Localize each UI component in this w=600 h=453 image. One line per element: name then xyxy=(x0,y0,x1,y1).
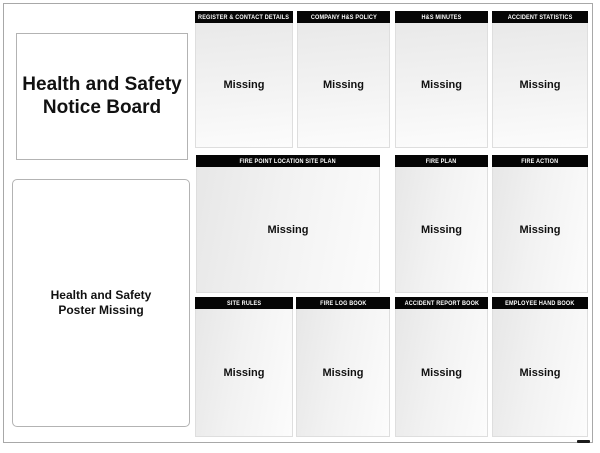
panel-title-bar xyxy=(195,11,293,23)
poster-slot xyxy=(195,309,293,437)
panel-accident-statistics xyxy=(492,11,588,148)
panel-title-bar xyxy=(195,297,293,309)
poster-slot xyxy=(395,309,488,437)
panel-title: FIRE ACTION xyxy=(521,157,559,165)
poster-slot xyxy=(297,23,390,148)
panel-title-bar xyxy=(395,155,488,167)
missing-label: Missing xyxy=(519,79,561,91)
panel-title: EMPLOYEE HAND BOOK xyxy=(505,299,575,307)
missing-label: Missing xyxy=(223,366,265,379)
missing-label: Missing xyxy=(519,366,561,379)
poster-slot xyxy=(196,167,380,293)
panel-title-bar xyxy=(196,155,380,167)
panel-title: REGISTER & CONTACT DETAILS xyxy=(198,13,290,21)
panel-hs-minutes xyxy=(395,11,488,148)
panel-title-bar xyxy=(395,297,488,309)
board-title xyxy=(22,74,181,119)
panel-title: H&S MINUTES xyxy=(421,13,462,21)
poster-slot xyxy=(492,309,588,437)
panel-fire-point-location-site-plan xyxy=(196,155,380,293)
missing-label: Missing xyxy=(267,223,309,236)
panel-title: COMPANY H&S POLICY xyxy=(310,13,377,21)
poster-slot xyxy=(395,167,488,293)
hs-poster-placeholder xyxy=(12,179,190,427)
poster-slot xyxy=(395,23,488,148)
poster-missing-label xyxy=(51,288,152,318)
panel-title: SITE RULES xyxy=(226,299,262,307)
panel-fire-plan xyxy=(395,155,488,293)
missing-label: Missing xyxy=(421,366,462,379)
corner-mark xyxy=(577,440,590,443)
panel-site-rules xyxy=(195,297,293,437)
panel-register-contact-details xyxy=(195,11,293,148)
panel-title: FIRE PLAN xyxy=(426,157,457,165)
panel-title-bar xyxy=(296,297,390,309)
panel-fire-log-book xyxy=(296,297,390,437)
panel-company-hs-policy xyxy=(297,11,390,148)
poster-missing-line-2: Poster Missing xyxy=(58,303,144,317)
board-title-line-2: Notice Board xyxy=(42,96,162,118)
poster-slot xyxy=(492,167,588,293)
board-title-line-1: Health and Safety xyxy=(22,74,182,96)
panel-accident-report-book xyxy=(395,297,488,437)
missing-label: Missing xyxy=(421,79,462,91)
poster-missing-line-1: Health and Safety xyxy=(50,288,152,302)
panel-title-bar xyxy=(492,11,588,23)
panel-title: FIRE POINT LOCATION SITE PLAN xyxy=(239,157,337,165)
poster-slot xyxy=(492,23,588,148)
poster-slot xyxy=(195,23,293,148)
panel-title-bar xyxy=(492,297,588,309)
panel-fire-action xyxy=(492,155,588,293)
missing-label: Missing xyxy=(223,79,265,91)
board-title-box xyxy=(16,33,188,160)
panel-title: ACCIDENT STATISTICS xyxy=(507,13,573,21)
panel-title-bar xyxy=(395,11,488,23)
panel-title-bar xyxy=(297,11,390,23)
missing-label: Missing xyxy=(519,223,561,236)
missing-label: Missing xyxy=(323,79,364,91)
panel-title: ACCIDENT REPORT BOOK xyxy=(404,299,479,307)
panel-title: FIRE LOG BOOK xyxy=(319,299,367,307)
panel-employee-hand-book xyxy=(492,297,588,437)
panel-title-bar xyxy=(492,155,588,167)
poster-slot xyxy=(296,309,390,437)
missing-label: Missing xyxy=(322,366,364,379)
missing-label: Missing xyxy=(421,223,462,236)
